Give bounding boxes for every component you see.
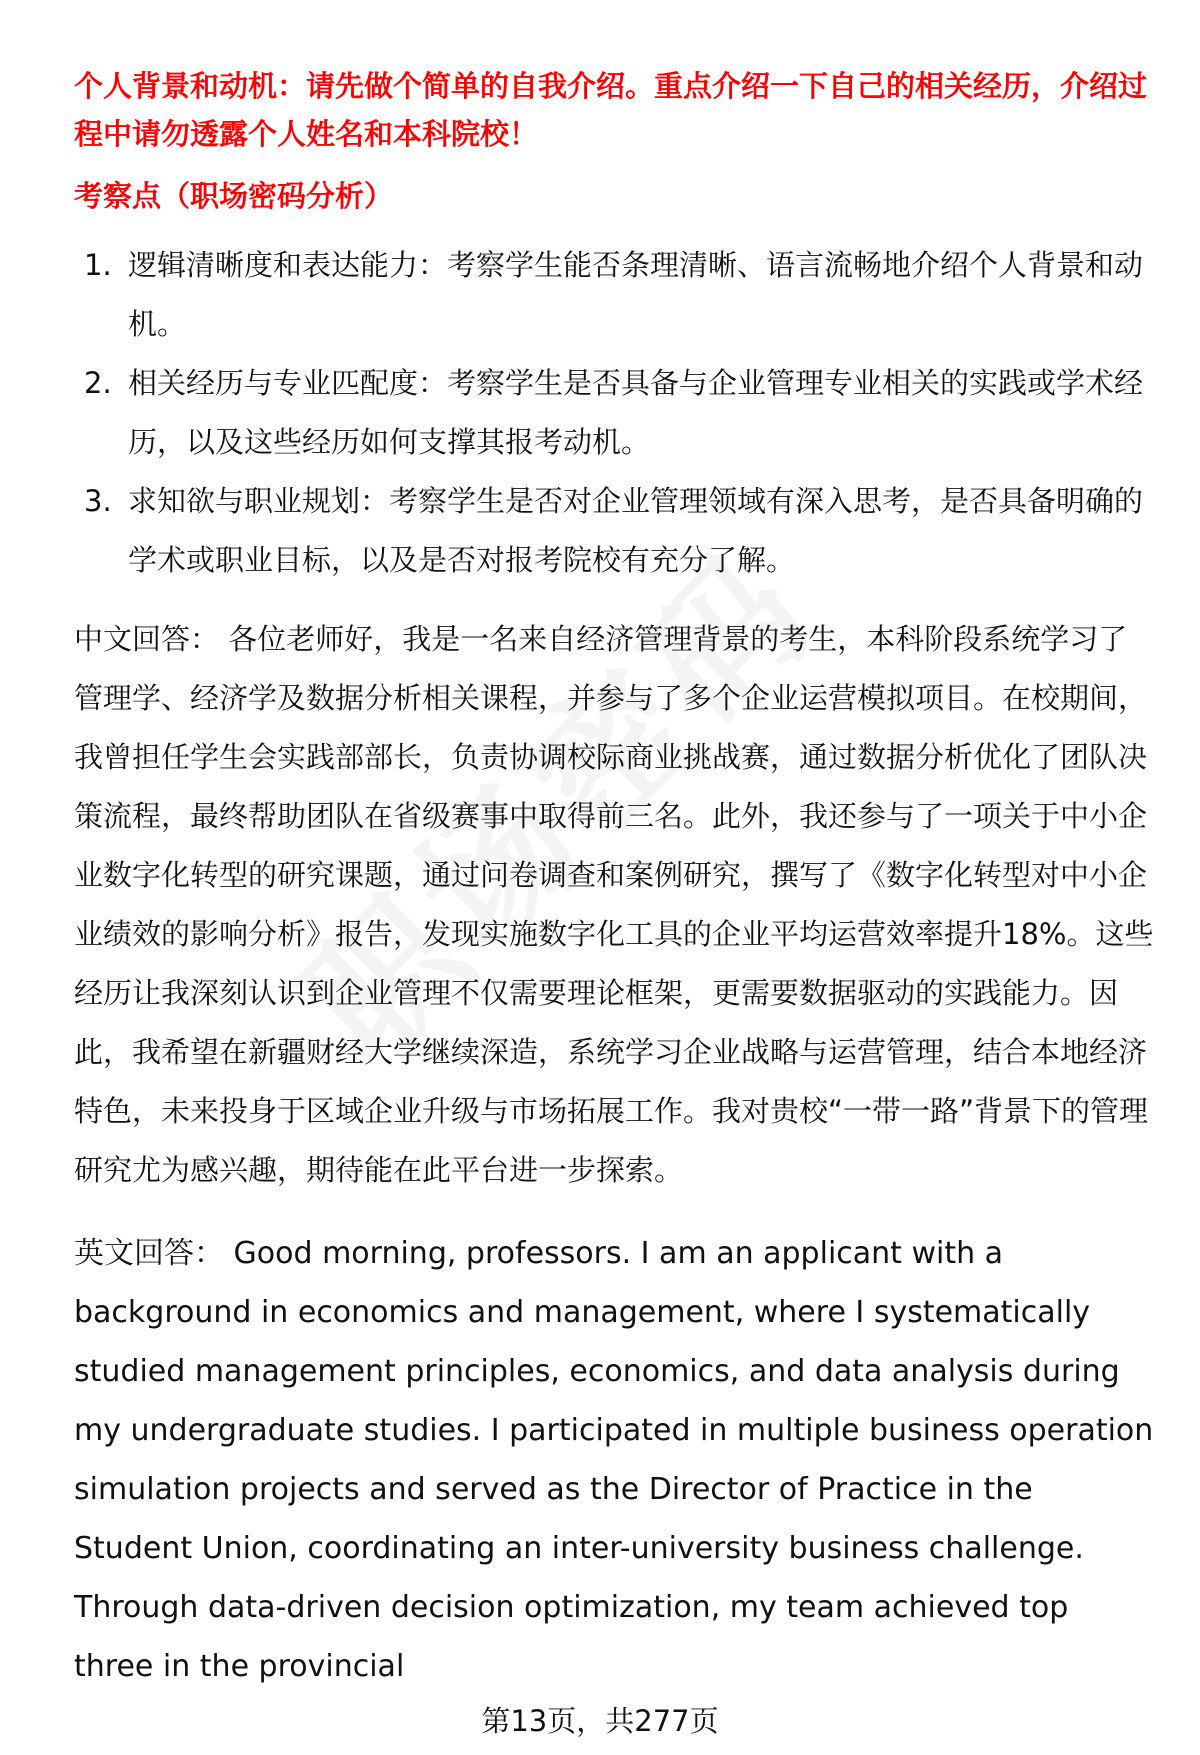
interview-question: 个人背景和动机：请先做个简单的自我介绍。重点介绍一下自己的相关经历，介绍过程中请勿透露个人姓名和本科院校！ (74, 69, 1148, 151)
page-content (74, 62, 1154, 1720)
point-text: 逻辑清晰度和表达能力：考察学生能否条理清晰、语言流畅地介绍个人背景和动机。 (128, 248, 1144, 341)
point-number: 2. (84, 366, 112, 400)
chinese-answer: 中文回答： 各位老师好，我是一名来自经济管理背景的考生，本科阶段系统学习了管理学、经济学及数据分析相关课程，并参与了多个企业运营模拟项目。在校期间，我曾担任学生会实践部部长，负责协调校际商业挑战赛，通过数据分析优化了团队决策流程，最终帮助团队在省级赛事中取得前三名。此外，我还参与了一项关于中小企业数字化转型的研究课题，通过问卷调查和案例研究，撰写了《数字化转型对中小企业绩效的影响分析》报告，发现实施数字化工具的企业平均运营效率提升18%。这些经历让我深刻认识到企业管理不仅需要理论框架，更需要数据驱动的实践能力。因此，我希望在新疆财经大学继续深造，系统学习企业战略与运营管理，结合本地经济特色，未来投身于区域企业升级与市场拓展工作。我对贵校“一带一路”背景下的管理研究尤为感兴趣，期待能在此平台进一步探索。 (74, 622, 1154, 1187)
assessment-point (74, 354, 1154, 472)
point-text: 相关经历与专业匹配度：考察学生是否具备与企业管理专业相关的实践或学术经历，以及这些经历如何支撑其报考动机。 (128, 366, 1144, 459)
point-text: 求知欲与职业规划：考察学生是否对企业管理领域有深入思考，是否具备明确的学术或职业目标，以及是否对报考院校有充分了解。 (128, 484, 1144, 577)
assessment-points-list (74, 236, 1154, 590)
point-number: 3. (84, 484, 112, 518)
point-number: 1. (84, 248, 112, 282)
assessment-point (74, 472, 1154, 590)
page-number-footer: 第13页，共277页 (481, 1704, 719, 1738)
english-answer: 英文回答： Good morning, professors. I am an applicant with a background in economics and management, where I systematically studied management principles, economics, and data analysis during my undergraduate studies. I participated in multiple business operation simulation projects and served as the Director of Practice in the Student Union, coordinating an inter-university business challenge. Through data-driven decision optimization, my team achieved top three in the provincial (74, 1236, 1154, 1684)
assessment-points-heading: 考察点（职场密码分析） (74, 179, 394, 213)
assessment-point (74, 236, 1154, 354)
